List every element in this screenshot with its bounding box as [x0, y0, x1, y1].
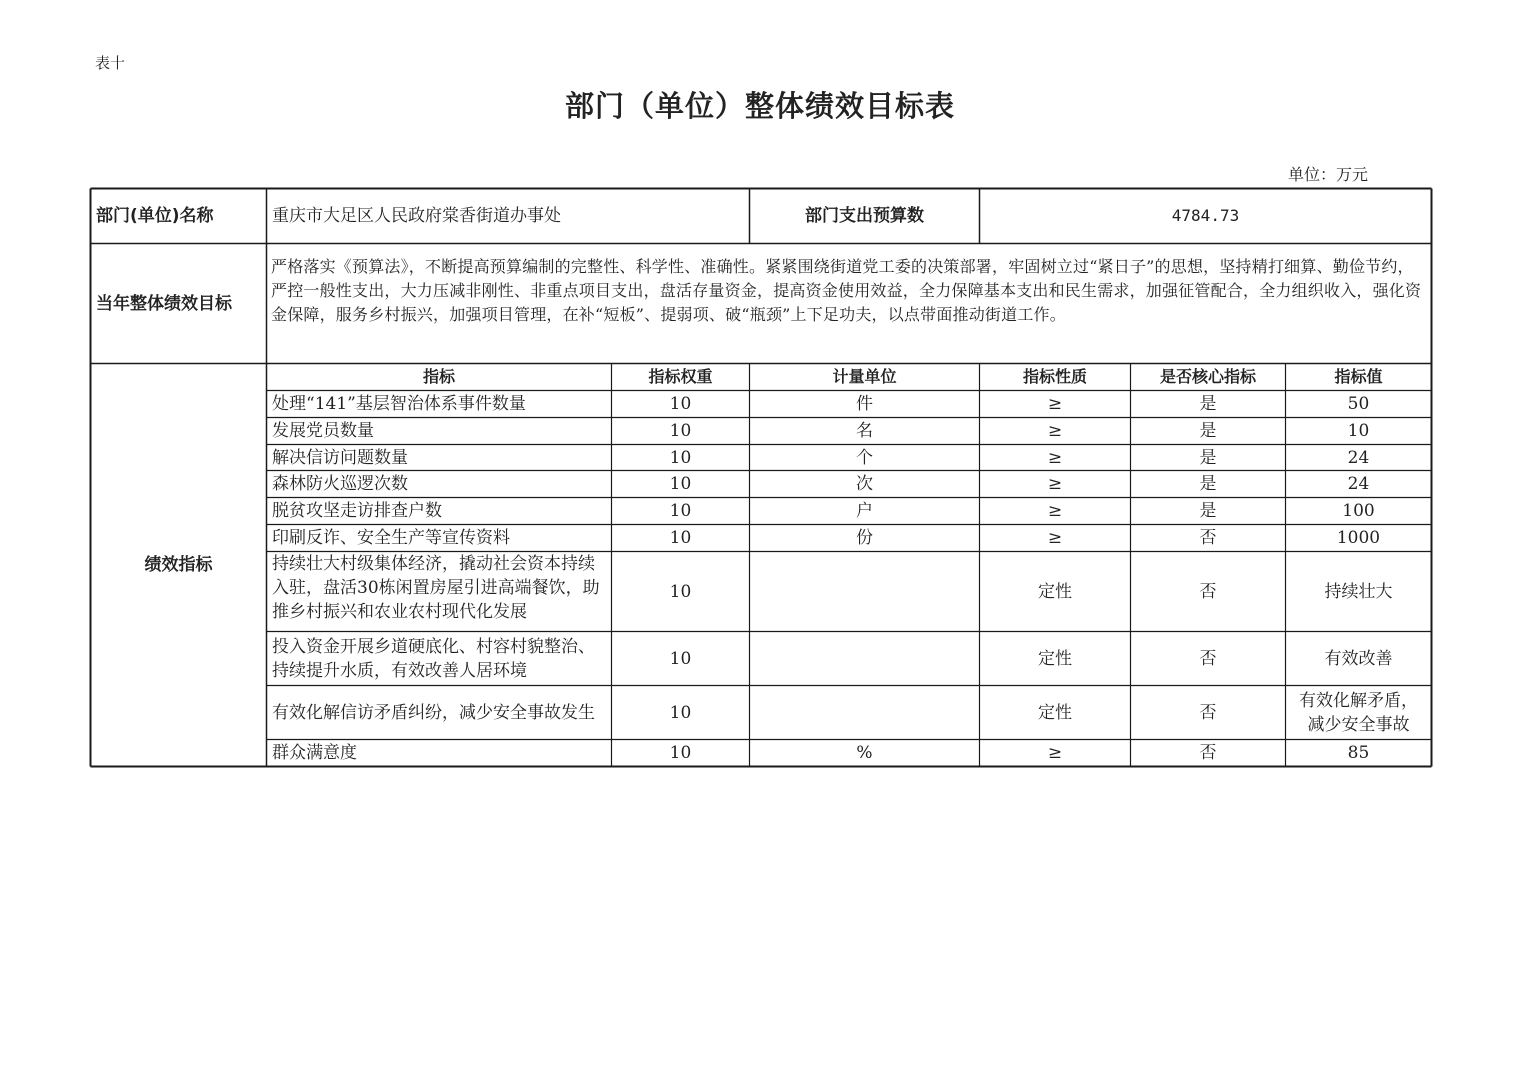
table-number: 表十 — [95, 54, 126, 72]
indicator-unit: 名 — [856, 421, 873, 441]
indicator-core: 否 — [1199, 702, 1217, 723]
indicator-value: 持续壮大 — [1324, 581, 1393, 602]
budget-value: 4784.73 — [1171, 206, 1240, 225]
indicator-core: 否 — [1199, 648, 1217, 669]
indicator-value: 有效改善 — [1324, 648, 1393, 669]
indicator-weight: 10 — [669, 743, 692, 763]
annual-goal-text: 严格落实《预算法》，不断提高预算编制的完整性、科学性、准确性。紧紧围绕街道党工委的决策部署，牢固树立过“紧日子”的思想，坚持精打细算、勤俭节约，严控一般性支出，大力压减非刚性、非重点项目支出，盘活存量资金，提高资金使用效益，全力保障基本支出和民生需求，加强征管配合，全力组织收入，强化资金保障，服务乡村振兴，加强项目管理，在补“短板”、提弱项、破“瓶颈”上下足功夫，以点带面推动街道工作。 — [271, 257, 1422, 324]
indicator-nature: ≥ — [1047, 501, 1063, 521]
indicator-core: 否 — [1199, 743, 1217, 763]
indicator-value: 24 — [1347, 447, 1370, 468]
indicator-name: 处理“141”基层智治体系事件数量 — [272, 394, 526, 414]
indicator-unit — [750, 632, 979, 685]
budget-label: 部门支出预算数 — [805, 206, 924, 226]
header-unit: 计量单位 — [832, 367, 897, 386]
header-indicator: 指标 — [422, 367, 455, 386]
indicator-unit — [750, 686, 979, 739]
indicator-nature: 定性 — [1038, 581, 1072, 602]
indicator-nature: ≥ — [1047, 447, 1063, 468]
indicator-unit: 次 — [856, 474, 873, 494]
dept-name-label: 部门(单位)名称 — [96, 206, 214, 226]
indicator-weight: 10 — [669, 528, 692, 548]
indicator-unit — [750, 552, 979, 631]
indicator-value: 1000 — [1336, 528, 1381, 548]
header-value: 指标值 — [1334, 367, 1383, 386]
indicator-core: 否 — [1199, 581, 1217, 602]
indicator-core: 否 — [1199, 528, 1217, 548]
indicator-core: 是 — [1199, 474, 1217, 494]
indicator-weight: 10 — [669, 394, 692, 414]
indicator-weight: 10 — [669, 501, 692, 521]
indicator-name: 解决信访问题数量 — [272, 447, 408, 468]
indicator-nature: ≥ — [1047, 474, 1063, 494]
indicator-weight: 10 — [669, 648, 692, 669]
indicator-unit: 户 — [856, 501, 873, 521]
indicator-name: 印刷反诈、安全生产等宣传资料 — [272, 528, 510, 548]
indicator-name: 持续壮大村级集体经济，撬动社会资本持续入驻，盘活30栋闲置房屋引进高端餐饮，助推乡村振兴和农业农村现代化发展 — [272, 554, 600, 622]
annual-goal-label: 当年整体绩效目标 — [96, 293, 232, 314]
indicator-value: 100 — [1342, 501, 1375, 521]
indicator-name: 脱贫攻坚走访排查户数 — [272, 501, 442, 521]
indicator-weight: 10 — [669, 581, 692, 602]
indicator-core: 是 — [1199, 421, 1217, 441]
indicator-core: 是 — [1199, 447, 1217, 468]
indicator-value: 有效化解矛盾，减少安全事故 — [1299, 690, 1418, 735]
indicator-nature: 定性 — [1038, 648, 1072, 669]
indicator-name: 发展党员数量 — [272, 421, 374, 441]
header-nature: 指标性质 — [1022, 367, 1087, 386]
indicator-value: 10 — [1347, 421, 1370, 441]
indicator-weight: 10 — [669, 702, 692, 723]
indicator-unit: % — [856, 743, 873, 763]
indicator-nature: ≥ — [1047, 743, 1063, 763]
indicator-name: 森林防火巡逻次数 — [272, 474, 408, 494]
unit-note: 单位：万元 — [1288, 165, 1369, 184]
indicator-weight: 10 — [669, 421, 692, 441]
indicator-nature: ≥ — [1047, 528, 1063, 548]
indicator-weight: 10 — [669, 447, 692, 468]
dept-name-value: 重庆市大足区人民政府棠香街道办事处 — [272, 206, 561, 226]
page-title: 部门（单位）整体绩效目标表 — [564, 89, 955, 123]
indicator-name: 群众满意度 — [272, 743, 357, 763]
indicator-value: 85 — [1347, 743, 1370, 763]
indicator-nature: ≥ — [1047, 421, 1063, 441]
indicator-name: 有效化解信访矛盾纠纷，减少安全事故发生 — [272, 702, 595, 723]
indicator-nature: ≥ — [1047, 394, 1063, 414]
indicators-section-label: 绩效指标 — [144, 555, 213, 575]
indicator-core: 是 — [1199, 501, 1217, 521]
indicator-weight: 10 — [669, 474, 692, 494]
indicator-value: 50 — [1347, 394, 1370, 414]
indicator-name: 投入资金开展乡道硬底化、村容村貌整治、持续提升水质，有效改善人居环境 — [272, 636, 595, 681]
header-weight: 指标权重 — [648, 367, 713, 386]
indicator-unit: 件 — [856, 394, 873, 414]
indicator-unit: 份 — [856, 528, 873, 548]
indicator-core: 是 — [1199, 394, 1217, 414]
indicator-unit: 个 — [856, 447, 873, 468]
indicator-value: 24 — [1347, 474, 1370, 494]
header-core: 是否核心指标 — [1159, 367, 1256, 386]
indicator-nature: 定性 — [1038, 702, 1072, 723]
